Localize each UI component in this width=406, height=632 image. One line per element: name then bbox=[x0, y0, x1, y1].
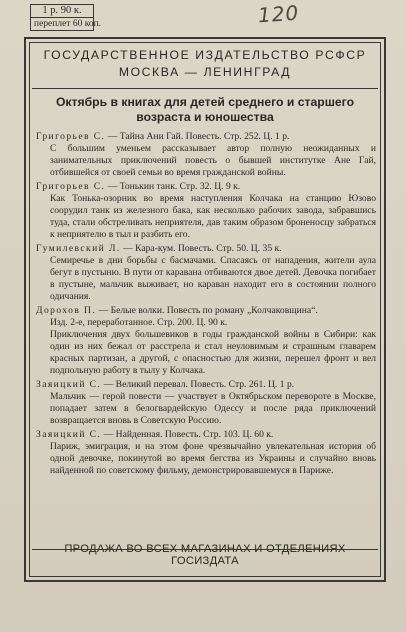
book-title: — Белые волки. Повесть по роману „Колчаковщина“. bbox=[96, 305, 318, 316]
book-description: Семиречье в дни борьбы с басмачами. Спасаясь от нападения, жители аула бегут в пустыню. В пути от каравана отбиваются двое детей. Девочка погибает в пустыне, мальчик выживает, но караван находит его в состоянии полного одичания. bbox=[50, 255, 376, 302]
book-author: Заяицкий С. bbox=[36, 379, 102, 390]
price-main: 1 р. 90 к. bbox=[31, 5, 93, 18]
book-author: Гумилевский Л. bbox=[36, 243, 121, 254]
book-description: Как Тонька-озорник во время наступления Колчака на станцию Юзово соорудил танк из железного бака, как несколько рабочих завода, забравшись туда, стали обстреливать неприятеля, дав таким образом броненосцу забраться к неприятелю в тыл и разбить его. bbox=[50, 193, 376, 240]
book-description: С большим уменьем рассказывает автор полную неожиданных и занимательных приключений повесть о бывшей институтке Ане Гай, отбившейся от своей семьи во время гражданской войны. bbox=[50, 143, 376, 178]
catalog-title bbox=[36, 95, 374, 125]
book-entry bbox=[36, 379, 376, 427]
book-title: — Кара-кум. Повесть. Стр. 50. Ц. 35 к. bbox=[120, 243, 282, 254]
title-line-2: возраста и юношества bbox=[136, 110, 274, 124]
book-description: Мальчик — герой повести — участвует в Октябрьском перевороте в Москве, попадает затем в белогвардейскую Одессу и после ряда приключений возвращается вновь в Советскую Россию. bbox=[50, 391, 376, 426]
price-stamp bbox=[30, 4, 102, 31]
title-line-1: Октябрь в книгах для детей среднего и старшего bbox=[55, 95, 355, 109]
sales-footer: ПРОДАЖА ВО ВСЕХ МАГАЗИНАХ И ОТДЕЛЕНИЯХ ГОСИЗДАТА bbox=[64, 543, 346, 567]
header-divider bbox=[32, 88, 378, 89]
book-author: Дорохов П. bbox=[36, 305, 97, 316]
handwritten-number: 120 bbox=[257, 0, 300, 28]
book-entry bbox=[36, 181, 376, 241]
book-title: — Тайна Ани Гай. Повесть. Стр. 252. Ц. 1 р. bbox=[105, 131, 290, 142]
book-list bbox=[36, 131, 376, 479]
book-title: — Найденная. Повесть. Стр. 103. Ц. 60 к. bbox=[101, 429, 274, 440]
book-description: Приключения двух большевиков в годы гражданской войны в Сибири: как один из них бежал от расстрела и стал неуловимым и страшным главарем красных партизан, а другой, с опасностью для жизни, перешел фронт и вел подпольную работу в тылу у Колчака. bbox=[50, 329, 376, 376]
book-edition: Изд. 2-е, переработанное. Стр. 200. Ц. 90 к. bbox=[50, 317, 228, 328]
publisher-header bbox=[32, 47, 378, 81]
book-title: — Тонькин танк. Стр. 32. Ц. 9 к. bbox=[105, 181, 241, 192]
catalog-frame bbox=[24, 37, 386, 582]
price-binding: переплет 60 коп. bbox=[34, 19, 102, 29]
book-entry bbox=[36, 429, 376, 477]
publisher-name: ГОСУДАРСТВЕННОЕ ИЗДАТЕЛЬСТВО РСФСР bbox=[43, 48, 367, 62]
book-entry bbox=[36, 305, 376, 377]
book-author: Григорьев С. bbox=[36, 131, 106, 142]
book-entry bbox=[36, 131, 376, 179]
book-author: Заяицкий С. bbox=[36, 429, 102, 440]
book-title: — Великий перевал. Повесть. Стр. 261. Ц. 1 р. bbox=[101, 379, 295, 390]
publisher-cities: МОСКВА — ЛЕНИНГРАД bbox=[118, 65, 292, 79]
book-description: Париж, эмиграция, и на этом фоне чрезвычайно увлекательная история об одной девочке, покинутой во время бегства из Украины и случайно вновь найденной по советскому фильму, демонстрировавшемуся в Париже. bbox=[50, 441, 376, 476]
book-entry bbox=[36, 243, 376, 303]
book-author: Григорьев С. bbox=[36, 181, 106, 192]
